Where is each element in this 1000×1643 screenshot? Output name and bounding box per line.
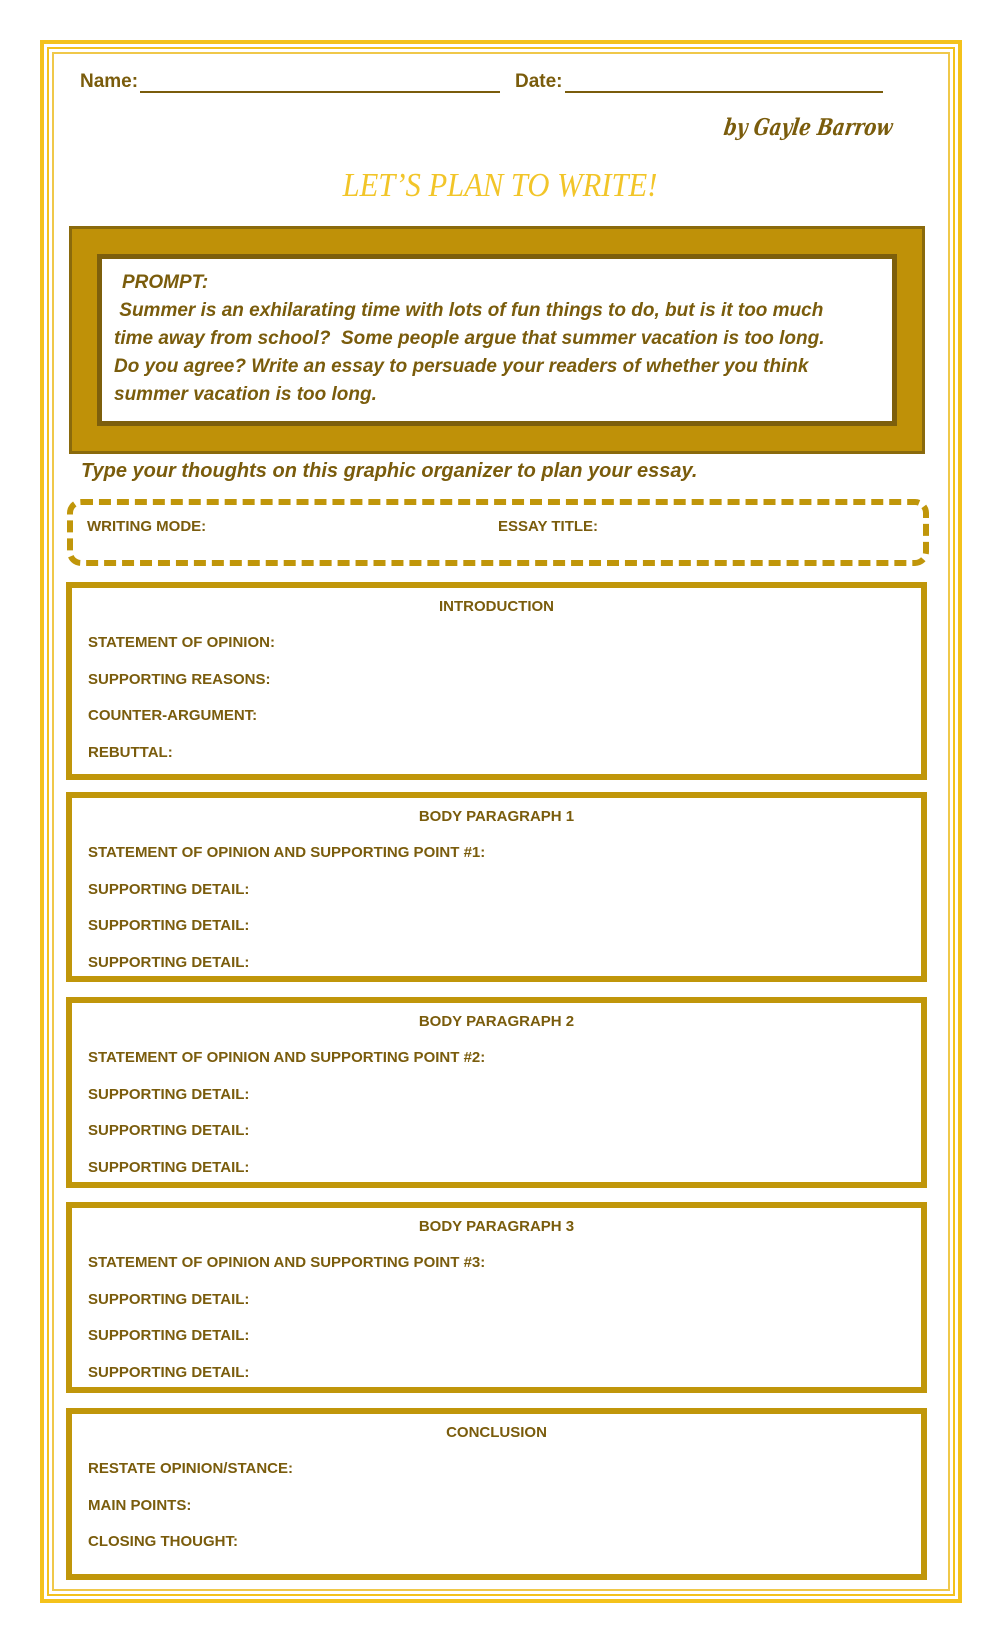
- field-label: SUPPORTING DETAIL:: [88, 1363, 250, 1381]
- prompt-line: time away from school? Some people argue that summer vacation is too long.: [114, 328, 825, 349]
- field-label: SUPPORTING DETAIL:: [88, 1122, 250, 1139]
- prompt-line: Do you agree? Write an essay to persuade your readers of whether you think: [114, 356, 809, 377]
- prompt-content: [97, 254, 897, 426]
- date-field[interactable]: [515, 71, 883, 93]
- prompt-line: Summer is an exhilarating time with lots of fun things to do, but is it too much: [114, 300, 824, 321]
- field-label: REBUTTAL:: [88, 743, 173, 761]
- field-label: SUPPORTING DETAIL:: [88, 1158, 250, 1176]
- writing-mode-label: WRITING MODE:: [87, 518, 207, 535]
- section-title: BODY PARAGRAPH 2: [418, 1013, 575, 1030]
- field-label: STATEMENT OF OPINION AND SUPPORTING POINT #1:: [88, 844, 486, 861]
- essay-title-label: ESSAY TITLE:: [498, 518, 599, 535]
- section-introduction[interactable]: [66, 582, 927, 780]
- section-title: BODY PARAGRAPH 3: [418, 1218, 575, 1235]
- instruction-text: Type your thoughts on this graphic organizer to plan your essay.: [81, 460, 698, 482]
- field-label: SUPPORTING REASONS:: [88, 670, 271, 688]
- prompt-box: [69, 226, 925, 454]
- name-label: Name:: [80, 71, 139, 92]
- date-label: Date:: [515, 71, 563, 92]
- section-title: BODY PARAGRAPH 1: [418, 808, 575, 825]
- section-title: CONCLUSION: [446, 1424, 547, 1441]
- date-line[interactable]: [565, 91, 883, 93]
- page-title: LET’S PLAN TO WRITE!: [342, 167, 658, 204]
- author-byline: by Gayle Barrow: [722, 114, 895, 141]
- field-label: COUNTER-ARGUMENT:: [88, 707, 258, 724]
- name-field[interactable]: [80, 71, 500, 93]
- field-label: SUPPORTING DETAIL:: [88, 1327, 250, 1344]
- field-label: STATEMENT OF OPINION AND SUPPORTING POINT #2:: [88, 1049, 486, 1066]
- section-body-paragraph-2[interactable]: [66, 997, 927, 1188]
- field-label: SUPPORTING DETAIL:: [88, 880, 250, 898]
- field-label: CLOSING THOUGHT:: [88, 1533, 238, 1550]
- section-conclusion[interactable]: [66, 1408, 927, 1580]
- field-label: SUPPORTING DETAIL:: [88, 917, 250, 934]
- field-label: SUPPORTING DETAIL:: [88, 1290, 250, 1308]
- field-label: MAIN POINTS:: [88, 1496, 192, 1514]
- section-title: INTRODUCTION: [439, 598, 554, 615]
- field-label: SUPPORTING DETAIL:: [88, 953, 250, 971]
- field-label: RESTATE OPINION/STANCE:: [88, 1460, 294, 1477]
- field-label: SUPPORTING DETAIL:: [88, 1085, 250, 1103]
- prompt-line: summer vacation is too long.: [114, 384, 377, 405]
- prompt-label: PROMPT:: [122, 272, 209, 293]
- field-label: STATEMENT OF OPINION AND SUPPORTING POINT #3:: [88, 1254, 486, 1271]
- section-body-paragraph-1[interactable]: [66, 792, 927, 982]
- field-label: STATEMENT OF OPINION:: [88, 634, 275, 651]
- name-line[interactable]: [140, 91, 500, 93]
- mode-title-box[interactable]: [67, 499, 929, 566]
- section-body-paragraph-3[interactable]: [66, 1202, 927, 1393]
